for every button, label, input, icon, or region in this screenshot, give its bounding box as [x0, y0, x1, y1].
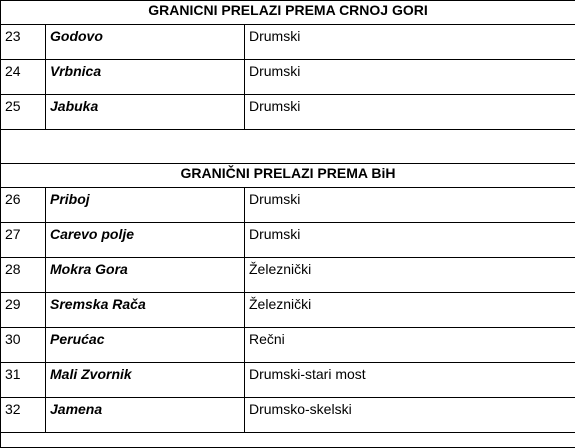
- crossing-name: Jabuka: [46, 95, 245, 130]
- table-row: [1, 60, 575, 95]
- crossing-name: Sremska Rača: [46, 293, 245, 328]
- row-number: 24: [1, 60, 46, 95]
- crossing-type: Železnički: [245, 258, 575, 293]
- table-row: [1, 293, 575, 328]
- table-row: [1, 328, 575, 363]
- crossing-type: Drumski: [245, 188, 575, 223]
- crossing-type: Drumsko-skelski: [245, 398, 575, 433]
- row-number: 29: [1, 293, 46, 328]
- row-number: 32: [1, 398, 46, 433]
- table-row: [1, 95, 575, 130]
- crossing-name: Mokra Gora: [46, 258, 245, 293]
- section-header-row: [1, 1, 575, 25]
- crossing-type: Rečni: [245, 328, 575, 363]
- crossing-name: Jamena: [46, 398, 245, 433]
- row-number: 25: [1, 95, 46, 130]
- table-row: [1, 25, 575, 60]
- section-header-row: [1, 164, 575, 188]
- crossing-type: Drumski: [245, 60, 575, 95]
- spacer-row: [1, 433, 575, 448]
- table-row: [1, 398, 575, 433]
- row-number: 31: [1, 363, 46, 398]
- table-row: [1, 258, 575, 293]
- crossing-type: Drumski: [245, 223, 575, 258]
- row-number: 27: [1, 223, 46, 258]
- crossing-type: Železnički: [245, 293, 575, 328]
- row-number: 30: [1, 328, 46, 363]
- table-row: [1, 188, 575, 223]
- crossing-type: Drumski: [245, 95, 575, 130]
- empty-cell: [1, 433, 575, 448]
- spacer-row: [1, 130, 575, 164]
- crossing-name: Perućac: [46, 328, 245, 363]
- table-row: [1, 363, 575, 398]
- crossing-name: Godovo: [46, 25, 245, 60]
- crossing-type: Drumski-stari most: [245, 363, 575, 398]
- row-number: 26: [1, 188, 46, 223]
- row-number: 23: [1, 25, 46, 60]
- row-number: 28: [1, 258, 46, 293]
- table-row: [1, 223, 575, 258]
- crossing-name: Priboj: [46, 188, 245, 223]
- section-heading: GRANICNI PRELAZI PREMA CRNOJ GORI: [1, 1, 575, 25]
- section-heading: GRANIČNI PRELAZI PREMA BiH: [1, 164, 575, 188]
- crossing-name: Vrbnica: [46, 60, 245, 95]
- crossing-name: Mali Zvornik: [46, 363, 245, 398]
- crossing-name: Carevo polje: [46, 223, 245, 258]
- empty-cell: [1, 130, 575, 164]
- crossing-type: Drumski: [245, 25, 575, 60]
